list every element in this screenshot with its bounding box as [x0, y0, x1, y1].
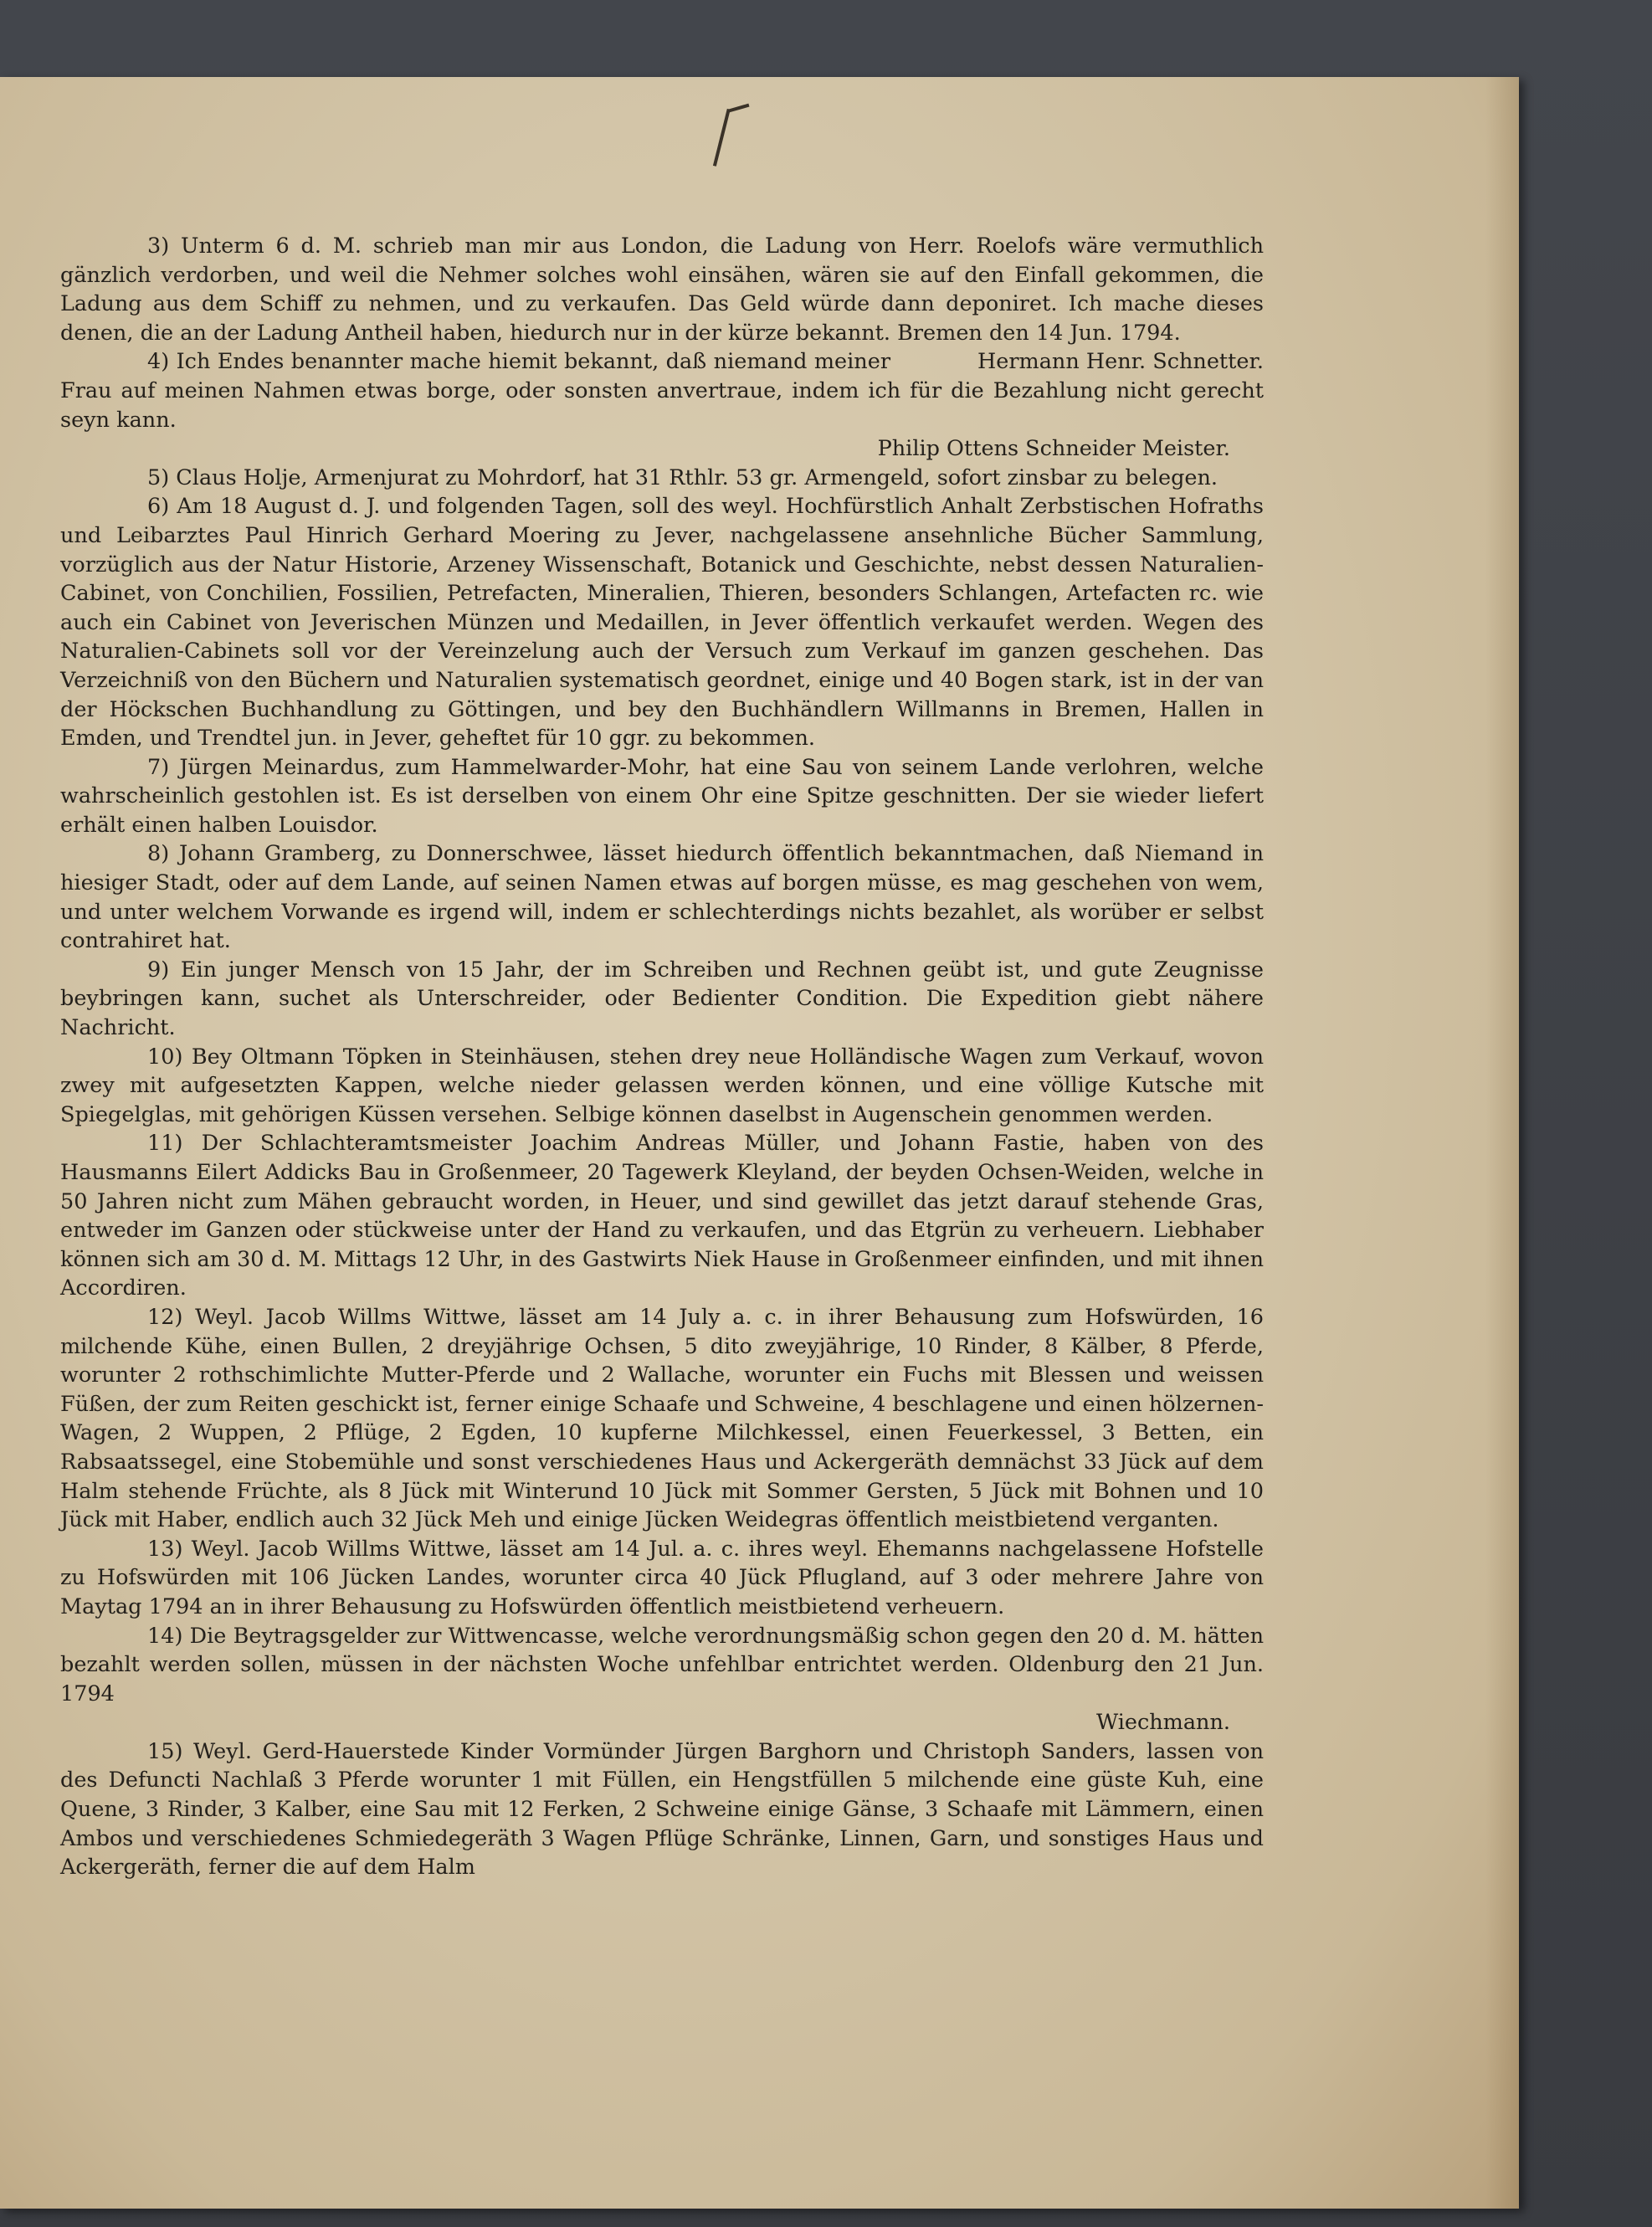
notice-13: 13) Weyl. Jacob Willms Wittwe, lässet am 14 Jul. a. c. ihres weyl. Ehemanns nachgelassene Hofstelle zu Hofswürden mit 106 Jücken Landes, worunter circa 40 Jück Pflugland, auf 3 oder mehrere Jahre von Maytag 1794 an in ihrer Behausung zu Hofswürden öffentlich meistbietend verheuern.	[60, 1536, 1264, 1619]
article-body	[60, 232, 1264, 1882]
signature-p3: Hermann Henr. Schnetter.	[977, 349, 1264, 375]
signature-p4: Philip Ottens Schneider Meister.	[877, 436, 1230, 462]
notice-3-text: 3) Unterm 6 d. M. schrieb man mir aus London, die Ladung von Herr. Roelofs wäre vermuthlich gänzlich verdorben, und weil die Nehmer solches wohl einsähen, wären sie auf den Einfall gekommen, die Ladung aus dem Schiff zu nehmen, und zu verkaufen. Das Geld würde dann deponiret. Ich mache dieses denen, die an der Ladung Antheil haben, hiedurch nur in der kürze bekannt. Bremen den 14 Jun. 1794.	[60, 233, 1264, 346]
pen-mark	[713, 109, 748, 171]
notice-7: 7) Jürgen Meinardus, zum Hammelwarder-Mohr, hat eine Sau von seinem Lande verlohren, welche wahrscheinlich gestohlen ist. Es ist derselben von einem Ohr eine Spitze geschnitten. Der sie wieder liefert erhält einen halben Louisdor.	[60, 754, 1264, 838]
notice-14: 14) Die Beytragsgelder zur Wittwencasse, welche verordnungsmäßig schon gegen den 20 d. M. hätten bezahlt werden sollen, müssen in der nächsten Woche unfehlbar entrichtet werden. Oldenburg den 21 Jun. 1794	[60, 1623, 1264, 1706]
page-edge-shading	[1485, 77, 1519, 2209]
notice-6: 6) Am 18 August d. J. und folgenden Tagen, soll des weyl. Hochfürstlich Anhalt Zerbstischen Hofraths und Leibarztes Paul Hinrich Gerhard Moering zu Jever, nachgelassene ansehnliche Bücher Sammlung, vorzüglich aus der Natur Historie, Arzeney Wissenschaft, Botanick und Geschichte, nebst dessen Naturalien-Cabinet, von Conchilien, Fossilien, Petrefacten, Mineralien, Thieren, besonders Schlangen, Artefacten rc. wie auch ein Cabinet von Jeverischen Münzen und Medaillen, in Jever öffentlich verkaufet werden. Wegen des Naturalien-Cabinets soll vor der Vereinzelung auch der Versuch zum Verkauf im ganzen geschehen. Das Verzeichniß von den Büchern und Naturalien systematisch geordnet, einige und 40 Bogen stark, ist in der van der Höckschen Buchhandlung zu Göttingen, und bey den Buchhändlern Willmanns in Bremen, Hallen in Emden, und Trendtel jun. in Jever, geheftet für 10 ggr. zu bekommen.	[60, 494, 1264, 752]
notice-15: 15) Weyl. Gerd-Hauerstede Kinder Vormünder Jürgen Barghorn und Christoph Sanders, lassen von des Defuncti Nachlaß 3 Pferde worunter 1 mit Füllen, ein Hengstfüllen 5 milchende eine güste Kuh, eine Quene, 3 Rinder, 3 Kalber, eine Sau mit 12 Ferken, 2 Schweine einige Gänse, 3 Schaafe mit Lämmern, einen Ambos und verschiedenes Schmiedegeräth 3 Wagen Pflüge Schränke, Linnen, Garn, und sonstiges Haus und Ackergeräth, ferner die auf dem Halm	[60, 1738, 1264, 1881]
notice-5: 5) Claus Holje, Armenjurat zu Mohrdorf, hat 31 Rthlr. 53 gr. Armengeld, sofort zinsbar zu belegen.	[147, 464, 1218, 490]
notice-3	[60, 232, 1264, 375]
notice-9: 9) Ein junger Mensch von 15 Jahr, der im Schreiben und Rechnen geübt ist, und gute Zeugnisse beybringen kann, suchet als Unterschreider, oder Bedienter Condition. Die Expedition giebt nähere Nachricht.	[60, 957, 1264, 1041]
notice-4: 4) Ich Endes benannter mache hiemit bekannt, daß niemand meiner Frau auf meinen Nahmen etwas borge, oder sonsten anvertraue, indem ich für die Bezahlung nicht gerecht seyn kann.	[60, 349, 1264, 433]
notice-11: 11) Der Schlachteramtsmeister Joachim Andreas Müller, und Johann Fastie, haben von des Hausmanns Eilert Addicks Bau in Großenmeer, 20 Tagewerk Kleyland, der beyden Ochsen-Weiden, welche in 50 Jahren nicht zum Mähen gebraucht worden, in Heuer, und sind gewillet das jetzt darauf stehende Gras, entweder im Ganzen oder stückweise unter der Hand zu verkaufen, und das Etgrün zu verheuern. Liebhaber können sich am 30 d. M. Mittags 12 Uhr, in des Gastwirts Niek Hause in Großenmeer einfinden, und mit ihnen Accordiren.	[60, 1131, 1264, 1301]
notice-8: 8) Johann Gramberg, zu Donnerschwee, lässet hiedurch öffentlich bekanntmachen, daß Niemand in hiesiger Stadt, oder auf dem Lande, auf seinen Namen etwas auf borgen müsse, es mag geschehen von wem, und unter welchem Vorwande es irgend will, indem er schlechterdings nichts bezahlet, als worüber er selbst contrahiret hat.	[60, 841, 1264, 954]
notice-12: 12) Weyl. Jacob Willms Wittwe, lässet am 14 July a. c. in ihrer Behausung zum Hofswürden, 16 milchende Kühe, einen Bullen, 2 dreyjährige Ochsen, 5 dito zweyjährige, 10 Rinder, 8 Kälber, 8 Pferde, worunter 2 rothschimlichte Mutter-Pferde und 2 Wallache, worunter ein Fuchs mit Blessen und weissen Füßen, der zum Reiten geschickt ist, ferner einige Schaafe und Schweine, 4 beschlagene und einen hölzernen-Wagen, 2 Wuppen, 2 Pflüge, 2 Egden, 10 kupferne Milchkessel, einen Feuerkessel, 3 Betten, ein Rabsaatssegel, eine Stobemühle und sonst verschiedenes Haus und Ackergeräth demnächst 33 Jück auf dem Halm stehende Früchte, als 8 Jück mit Winterund 10 Jück mit Sommer Gersten, 5 Jück mit Bohnen und 10 Jück mit Haber, endlich auch 32 Jück Meh und einige Jücken Weidegras öffentlich meistbietend verganten.	[60, 1304, 1264, 1533]
notice-10: 10) Bey Oltmann Töpken in Steinhäusen, stehen drey neue Holländische Wagen zum Verkauf, wovon zwey mit aufgesetzten Kappen, welche nieder gelassen werden können, und eine völlige Kutsche mit Spiegelglas, mit gehörigen Küssen versehen. Selbige können daselbst in Augenschein genommen werden.	[60, 1044, 1264, 1127]
signature-p14: Wiechmann.	[1095, 1710, 1230, 1736]
newspaper-page	[0, 77, 1519, 2209]
